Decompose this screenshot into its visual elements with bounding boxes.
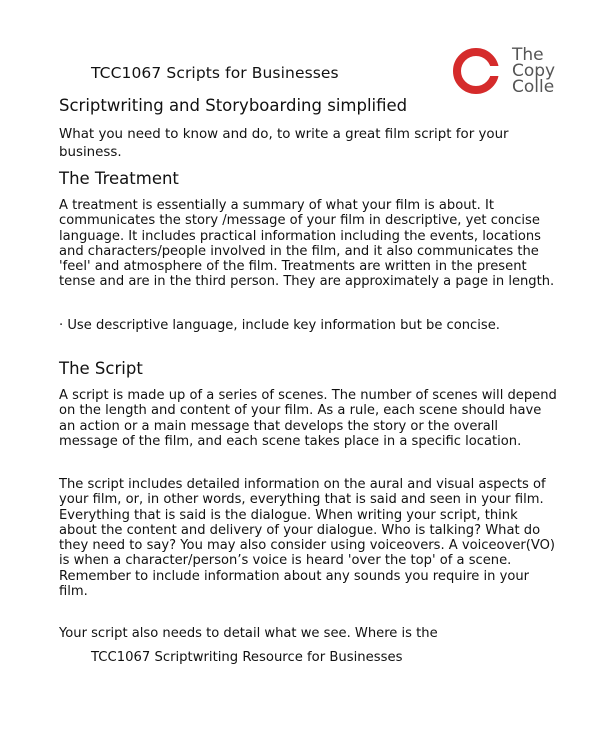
script-paragraph-2: The script includes detailed information on the aural and visual aspects of your film, or, in other words, everything that is said and seen in your film. Everything that is said is the dialogue. When writing your script, think about the content and delivery of your dialogue. Who is talking? What do they need to say? You may also consider using voiceovers. A voiceover(VO) is when a character/person’s voice is heard 'over the top' of a scene. Remember to include information about any sounds you require in your film. xyxy=(59,477,556,600)
logo-ring-icon xyxy=(450,46,504,96)
logo-line-3: Colle xyxy=(512,77,555,96)
page-footer: TCC1067 Scriptwriting Resource for Businesses xyxy=(91,650,403,665)
intro-paragraph: What you need to know and do, to write a great film script for your business. xyxy=(59,127,509,160)
header-title: TCC1067 Scripts for Businesses xyxy=(91,64,339,82)
script-heading: The Script xyxy=(59,359,143,378)
logo-text xyxy=(512,47,555,95)
document-subtitle: Scriptwriting and Storyboarding simplified xyxy=(59,96,408,115)
copy-collective-logo xyxy=(450,46,600,96)
logo-line-1: The xyxy=(512,46,544,65)
script-paragraph-3: Your script also needs to detail what we see. Where is the xyxy=(59,626,438,641)
treatment-paragraph: A treatment is essentially a summary of what your film is about. It communicates the story /message of your film in descriptive, yet concise language. It includes practical information including the events, locations and characters/people involved in the film, and it also communicates the 'feel' and atmosphere of the film. Treatments are written in the present tense and are in the third person. They are approximately a page in length. xyxy=(59,198,555,290)
script-paragraph-1: A script is made up of a series of scenes. The number of scenes will depend on the length and content of your film. As a rule, each scene should have an action or a main message that develops the story or the overall message of the film, and each scene takes place in a specific location. xyxy=(59,388,557,449)
treatment-bullet: · Use descriptive language, include key information but be concise. xyxy=(59,318,500,333)
logo-line-2: Copy xyxy=(512,61,556,81)
treatment-heading: The Treatment xyxy=(59,169,179,188)
